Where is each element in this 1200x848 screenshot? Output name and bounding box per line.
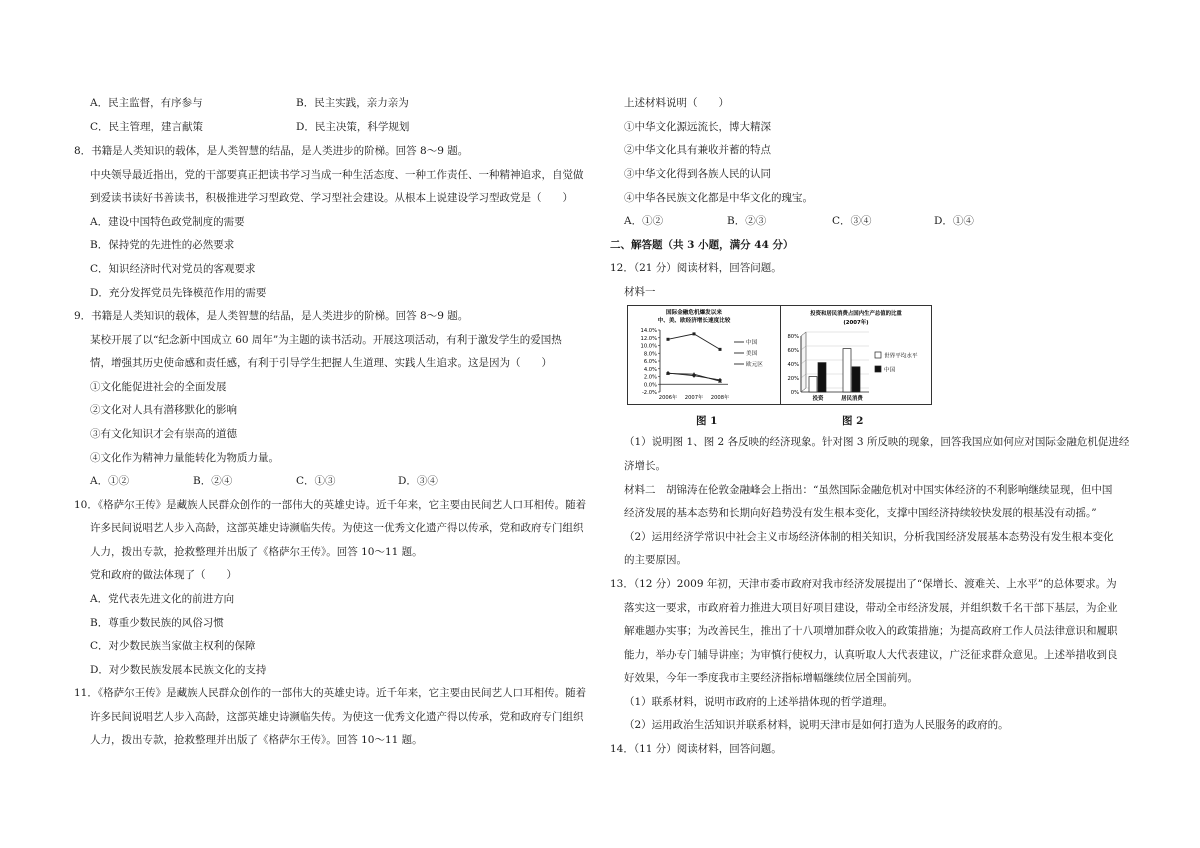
data-point — [667, 338, 670, 341]
y-tick-label: 14.0% — [640, 328, 657, 334]
q10-option-c[interactable]: C．对少数民族当家做主权利的保障 — [90, 640, 256, 652]
q13-text: 落实这一要求，市政府着力推进大项目好项目建设，带动全市经济发展，并组织数千名干部下基层，为企业 — [624, 602, 1118, 614]
q9-statement-1: ①文化能促进社会的全面发展 — [90, 381, 227, 393]
q12-part1: （1）说明图 1、图 2 各反映的经济现象。针对图 3 所反映的现象，回答我国应如何应对国际金融危机促进经 — [624, 436, 1130, 448]
x-tick-label: 投资 — [812, 396, 824, 402]
q12-material2: 材料二 胡锦涛在伦敦金融峰会上指出：“虽然国际金融危机对中国实体经济的不利影响继续显现，但中国 — [624, 484, 1113, 496]
figure-1 — [627, 305, 781, 405]
q10-option-b[interactable]: B．尊重少数民族的风俗习惯 — [90, 617, 224, 629]
bar-chart — [781, 306, 931, 404]
q8-option-b[interactable]: B．保持党的先进性的必然要求 — [90, 239, 235, 251]
q7-option-d[interactable]: D．民主决策，科学规划 — [296, 121, 410, 133]
x-tick-label: 2006年 — [658, 395, 678, 401]
figure-2-label: 图 2 — [842, 415, 864, 427]
q13-text: 能力，举办专门辅导讲座；为审慎行使权力，认真听取人大代表建议，广泛征求群众意见。上述举措收到良 — [624, 649, 1118, 661]
q11-option-b[interactable]: B．②③ — [727, 215, 767, 227]
q7-option-a[interactable]: A．民主监督，有序参与 — [90, 97, 203, 109]
q8-option-d[interactable]: D．充分发挥党员先锋模范作用的需要 — [90, 287, 267, 299]
q10-stem: 10．《格萨尔王传》是藏族人民群众创作的一部伟大的英雄史诗。近千年来，它主要由民间艺人口耳相传。随着 — [74, 499, 587, 511]
q12-material2: 经济发展的基本态势和长期向好趋势没有发生根本变化，支撑中国经济持续较快发展的根基没有动摇。” — [624, 507, 1097, 519]
legend-label: 中国 — [746, 340, 758, 346]
q12-material1-label: 材料一 — [624, 286, 656, 298]
q9-statement-3: ③有文化知识才会有崇高的道德 — [90, 428, 237, 440]
q11-stem: 11．《格萨尔王传》是藏族人民群众创作的一部伟大的英雄史诗。近千年来，它主要由民间艺人口耳相传。随着 — [74, 687, 587, 699]
line-chart — [628, 306, 780, 404]
q9-statement-2: ②文化对人具有潜移默化的影响 — [90, 404, 237, 416]
q11-text: 许多民间说唱艺人步入高龄，这部英雄史诗濒临失传。为使这一优秀文化遗产得以传承，党和政府专门组织 — [90, 711, 584, 723]
bar — [852, 367, 860, 392]
q9-option-d[interactable]: D．③④ — [398, 475, 438, 487]
y-tick-label: 0.0% — [643, 382, 657, 389]
q13-text: 解难题办实事；为改善民生，推出了十八项增加群众收入的政策措施；为提高政府工作人员法律意识和履职 — [624, 625, 1118, 637]
q10-text: 人力，拨出专款，抢救整理并出版了《格萨尔王传》。回答 10～11 题。 — [90, 546, 423, 558]
legend-label: 中国 — [884, 367, 896, 374]
q11-option-a[interactable]: A．①② — [624, 215, 664, 227]
y-tick-label: -2.0% — [641, 390, 657, 396]
legend-label: 世界平均水平 — [884, 353, 918, 360]
y-tick-label: 8.0% — [643, 351, 657, 358]
y-tick-label: 80% — [787, 334, 799, 340]
q8-option-a[interactable]: A．建设中国特色政党制度的需要 — [90, 216, 245, 228]
q8-text: 中央领导最近指出，党的干部要真正把读书学习当成一种生活态度、一种工作责任、一种精神追求，自觉做 — [90, 169, 584, 181]
y-tick-label: 60% — [787, 348, 799, 354]
legend-label: 美国 — [746, 351, 758, 357]
y-tick-label: 2.0% — [643, 374, 657, 381]
q9-statement-4: ④文化作为精神力量能转化为物质力量。 — [90, 452, 279, 464]
bar — [809, 377, 817, 392]
q9-stem: 9．书籍是人类知识的载体，是人类智慧的结晶，是人类进步的阶梯。回答 8～9 题。 — [74, 310, 469, 322]
figure-2 — [780, 305, 932, 405]
legend-label: 欧元区 — [746, 362, 763, 368]
q13-part1: （1）联系材料，说明市政府的上述举措体现的哲学道理。 — [624, 696, 894, 708]
data-point — [719, 348, 722, 351]
y-tick-label: 0% — [790, 390, 799, 396]
y-tick-label: 4.0% — [643, 366, 657, 373]
q8-option-c[interactable]: C．知识经济时代对党员的客观要求 — [90, 263, 256, 275]
q13-part2: （2）运用政治生活知识并联系材料，说明天津市是如何打造为人民服务的政府的。 — [624, 719, 1009, 731]
q10-text: 许多民间说唱艺人步入高龄，这部英雄史诗濒临失传。为使这一优秀文化遗产得以传承，党和政府专门组织 — [90, 522, 584, 534]
q11-text: 人力，拨出专款，抢救整理并出版了《格萨尔王传》。回答 10～11 题。 — [90, 734, 423, 746]
q9-text: 某校开展了以“纪念新中国成立 60 周年”为主题的读书活动。开展这项活动，有利于激发学生的爱国热 — [90, 334, 562, 346]
q9-option-b[interactable]: B．②④ — [193, 475, 233, 487]
bar — [818, 363, 826, 392]
q11-statement-3: ③中华文化得到各族人民的认同 — [624, 168, 771, 180]
q7-option-c[interactable]: C．民主管理，建言献策 — [90, 121, 204, 133]
q11-statement-1: ①中华文化源远流长，博大精深 — [624, 121, 771, 133]
y-tick-label: 12.0% — [640, 335, 657, 342]
x-tick-label: 2007年 — [684, 395, 704, 401]
x-tick-label: 居民消费 — [841, 396, 863, 402]
q7-option-b[interactable]: B．民主实践，亲力亲为 — [296, 97, 409, 109]
chart-title: 中、美、欧经济增长速度比较 — [657, 318, 731, 324]
figure-1-label: 图 1 — [696, 415, 718, 427]
y-tick-label: 40% — [787, 362, 799, 368]
q10-option-d[interactable]: D．对少数民族发展本民族文化的支持 — [90, 664, 267, 676]
x-tick-label: 2008年 — [710, 395, 730, 401]
section-heading: 二、解答题（共 3 小题，满分 44 分） — [610, 239, 794, 251]
q9-option-a[interactable]: A．①② — [90, 475, 130, 487]
q10-question: 党和政府的做法体现了（ ） — [90, 569, 237, 581]
q8-stem: 8．书籍是人类知识的载体，是人类智慧的结晶，是人类进步的阶梯。回答 8～9 题。 — [74, 145, 469, 157]
chart-title: 投资和居民消费占国内生产总值的比重 — [810, 311, 902, 317]
legend-swatch — [875, 352, 881, 358]
q11-statement-2: ②中华文化具有兼收并蓄的特点 — [624, 144, 771, 156]
chart-subtitle: (2007年) — [843, 320, 869, 326]
q9-text: 情，增强其历史使命感和责任感，有利于引导学生把握人生道理、实践人生追求。这是因为（ ） — [90, 357, 552, 369]
q10-option-a[interactable]: A．党代表先进文化的前进方向 — [90, 593, 235, 605]
y-tick-label: 6.0% — [643, 359, 657, 365]
q11-statement-4: ④中华各民族文化都是中华文化的瑰宝。 — [624, 192, 813, 204]
q9-option-c[interactable]: C．①③ — [296, 475, 336, 487]
q12-part2: （2）运用经济学常识中社会主义市场经济体制的相关知识，分析我国经济发展基本态势没有发生根本变化 — [624, 531, 1114, 543]
y-tick-label: 10.0% — [640, 343, 657, 350]
q13-stem: 13．（12 分）2009 年初，天津市委市政府对我市经济发展提出了“保增长、渡难关、上水平”的总体要求。为 — [610, 578, 1117, 590]
q13-text: 好效果，今年一季度我市主要经济指标增幅继续位居全国前列。 — [624, 672, 918, 684]
q11-option-c[interactable]: C．③④ — [832, 215, 872, 227]
series-line — [668, 334, 720, 350]
data-point — [693, 332, 696, 335]
chart-title: 国际金融危机爆发以来 — [666, 310, 722, 316]
q12-stem: 12．（21 分）阅读材料，回答问题。 — [610, 262, 782, 274]
y-tick-label: 20% — [787, 376, 799, 382]
q12-part1: 济增长。 — [624, 460, 666, 472]
q11-question: 上述材料说明（ ） — [624, 97, 729, 109]
q11-option-d[interactable]: D．①④ — [934, 215, 974, 227]
q14-stem: 14．（11 分）阅读材料，回答问题。 — [610, 743, 782, 755]
q12-part2: 的主要原因。 — [624, 554, 687, 566]
q8-text: 到爱读书读好书善读书，积极推进学习型政党、学习型社会建设。从根本上说建设学习型政党是（ ） — [90, 192, 573, 204]
bar — [843, 349, 851, 392]
legend-swatch — [875, 366, 881, 372]
